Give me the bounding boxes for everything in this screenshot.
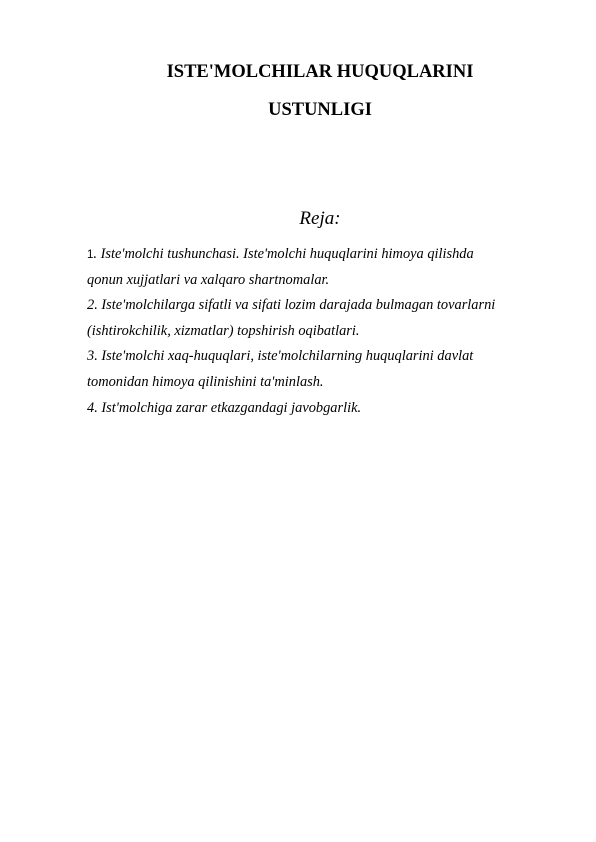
- plan-heading: Reja:: [299, 208, 341, 229]
- plan-list: [87, 242, 557, 421]
- plan-line-text: (ishtirokchilik, xizmatlar) topshirish oqibatlari.: [87, 322, 360, 339]
- plan-line-text: 3. Iste'molchi xaq-huquqlari, iste'molchilarning huquqlarini davlat: [87, 348, 474, 365]
- plan-line: [87, 268, 557, 294]
- plan-line-text: 4. Ist'molchiga zarar etkazgandagi javobgarlik.: [87, 399, 362, 416]
- plan-item-number: 1: [87, 249, 94, 261]
- plan-line-text: qonun xujjatlari va xalqaro shartnomalar.: [87, 271, 330, 288]
- plan-line: [87, 293, 557, 319]
- plan-line: [87, 370, 557, 396]
- plan-line-text: tomonidan himoya qilinishini ta'minlash.: [87, 373, 324, 390]
- plan-line-text: 2. Iste'molchilarga sifatli va sifati lozim darajada bulmagan tovarlarni: [87, 297, 496, 314]
- title-line-2: USTUNLIGI: [268, 100, 372, 120]
- title-line-1: ISTE'MOLCHILAR HUQUQLARINI: [166, 62, 474, 82]
- plan-line: [87, 396, 557, 422]
- plan-line: [87, 344, 557, 370]
- plan-line-text: . Iste'molchi tushunchasi. Iste'molchi huquqlarini himoya qilishda: [93, 246, 474, 262]
- plan-line: [87, 242, 557, 268]
- plan-line: [87, 319, 557, 345]
